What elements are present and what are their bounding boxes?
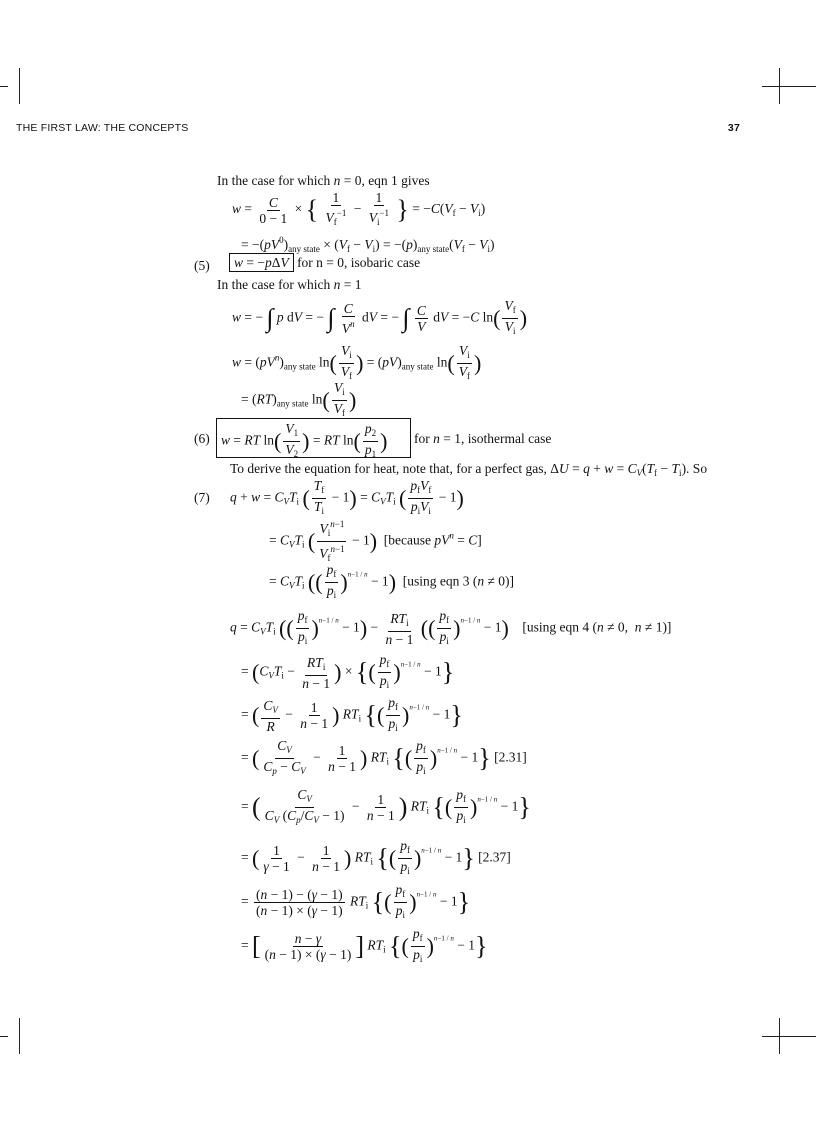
equation-q-line3: = ( $\frac{C_V}{R}$ − $\frac{1}{n - 1}$ ) $RT_i$ {( $\frac{p_f}{p_i}$ )$^{n-1 / n}$ − 1}: [241, 695, 463, 734]
crop-mark-bottom-left-horizontal: [0, 1036, 8, 1037]
equation-5-isobaric: w = −pΔV for n = 0, isobaric case: [229, 255, 420, 271]
crop-mark-top-right-horizontal: [762, 86, 816, 87]
equation-label-7: (7): [194, 490, 210, 505]
intro-n1-text: In the case for which n = 1: [217, 277, 362, 292]
chapter-title: THE FIRST LAW: THE CONCEPTS: [16, 122, 189, 134]
equation-label-5: (5): [194, 258, 210, 273]
equation-w-n1-line2: $w = (pV^n)_{any state}$ ln( $\frac{V_i}{V_f}$ ) = $(pV)_{any state}$ ln( $\frac{V_i}{V_f}$ ): [232, 343, 482, 381]
equation-w-n0-line1: w = $\frac{C}{0 - 1}$ × { $\frac{1}{V_f^{-1}}$ − $\frac{1}{V_i^{-1}}$ } = $-C(V_f - V_i)$: [232, 190, 486, 227]
equation-7-line1: $q + w = C_VT_i$ ( $\frac{T_f}{T_i}$ − $1) = C_VT_i$ ( $\frac{p_fV_f}{p_iV_i}$ − 1): [230, 478, 464, 516]
equation-7-line2: = $C_VT_i$ ( $\frac{V_i^{n-1}}{V_f^{n-1}}$ − 1) [because $pV^n = C$]: [269, 519, 482, 563]
equation-q-line1: $q = C_VT_i$ (( $\frac{p_f}{p_i}$ )$^{n-1 / n}$ − 1) − $\frac{RT_i}{n - 1}$ (( $\frac{p_f}{p_i}$ )$^{n-1 / n}$ − 1) [using eqn 4 (n ≠ 0, n ≠ 1)]: [230, 608, 672, 647]
crop-mark-top-left-horizontal: [0, 86, 8, 87]
equation-q-line5: = ( $\frac{C_V}{C_V (C_p/C_V - 1)}$ − $\frac{1}{n - 1}$ ) $RT_i$ {( $\frac{p_f}{p_i}$ )$^{n-1 / n}$ − 1}: [241, 787, 531, 825]
intro-n0-text: In the case for which n = 0, eqn 1 gives: [217, 173, 430, 188]
ref-2-37: [2.37]: [478, 849, 511, 865]
equation-6-isothermal: w = RT ln( $\frac{V_1}{V_2}$ ) = RT ln( $\frac{p_2}{p_1}$ ): [221, 421, 388, 459]
equation-7-line3: = $C_VT_i$ (( $\frac{p_f}{p_i}$ )$^{n-1 / n}$ − 1) [using eqn 3 (n ≠ 0)]: [269, 562, 515, 600]
equation-q-line2: = ($C_VT_i$ − $\frac{RT_i}{n - 1}$ ) × {( $\frac{p_f}{p_i}$ )$^{n-1 / n}$ − 1}: [241, 652, 455, 691]
equation-q-line7: = $\frac{(n - 1) - (\gamma - 1)}{(n - 1) \times (\gamma - 1)}$ $RT_i$ {( $\frac{p_f}{p_i}$ )$^{n-1 / n}$ − 1}: [241, 882, 471, 920]
equation-w-n1-line3: = $(RT)_{any state}$ ln( $\frac{V_i}{V_f}$ ): [241, 380, 357, 418]
equation-q-line8: = [ $\frac{n - \gamma}{(n - 1) \times (\gamma - 1)}$ ] $RT_i$ {( $\frac{p_f}{p_i}$ )$^{n-1 / n}$ − 1}: [241, 926, 488, 964]
crop-mark-top-left-vertical: [19, 68, 20, 104]
equation-w-n0-line2: = $-(pV^0)_{any state} \times (V_f - V_i) = -(p)_{any state}(V_f - V_i)$: [241, 235, 495, 254]
heat-intro-text: To derive the equation for heat, note that, for a perfect gas, $\Delta U = q + w = C_V(T_f - T_i)$. So: [230, 461, 708, 478]
note-eqn4: [using eqn 4 (n ≠ 0, n ≠ 1)]: [522, 619, 672, 635]
equation-w-n1-line1: w = − ∫ p dV = − ∫ $\frac{C}{V^n}$ dV = − ∫ $\frac{C}{V}$ dV = −C ln( $\frac{V_f}{V_i}$ ): [232, 298, 528, 336]
equation-label-6: (6): [194, 431, 210, 446]
crop-mark-bottom-left-vertical: [19, 1018, 20, 1054]
page-number: 37: [727, 122, 740, 134]
note-eqn3: [using eqn 3 (n ≠ 0)]: [402, 573, 515, 589]
equation-q-line6: = ( $\frac{1}{\gamma - 1}$ − $\frac{1}{n - 1}$ ) $RT_i$ {( $\frac{p_f}{p_i}$ )$^{n-1 / n}$ − 1} [2.37]: [241, 838, 511, 876]
ref-2-31: [2.31]: [494, 749, 527, 765]
eq6-note: for n = 1, isothermal case: [414, 431, 552, 446]
crop-mark-bottom-right-horizontal: [762, 1036, 816, 1037]
equation-q-line4: = ( $\frac{C_V}{C_p - C_V}$ − $\frac{1}{n - 1}$ ) $RT_i$ {( $\frac{p_f}{p_i}$ )$^{n-1 / n}$ − 1} [2.31]: [241, 738, 527, 776]
eq5-note: for n = 0, isobaric case: [297, 255, 421, 270]
